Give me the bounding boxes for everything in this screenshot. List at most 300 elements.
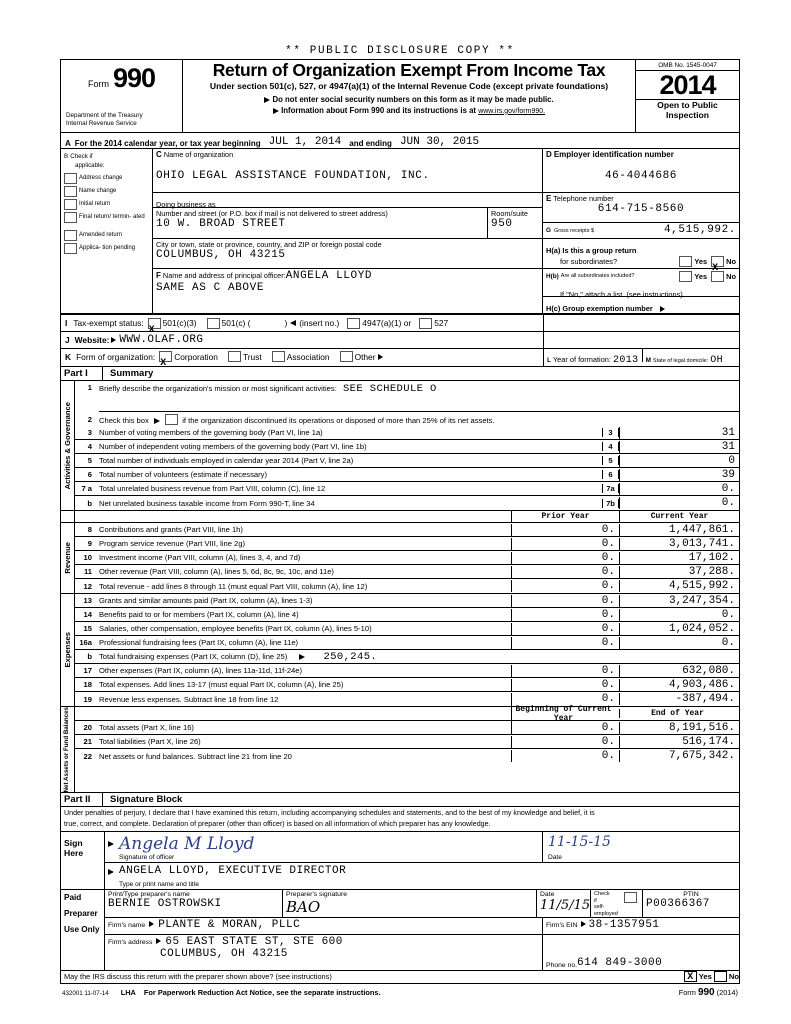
paid-preparer-block [60, 890, 740, 971]
preparer-date-value[interactable]: 11/5/15 [540, 897, 591, 913]
fundraising-expenses-value[interactable]: 250,245. [316, 651, 386, 663]
irs-discuss-yes-label: Yes [698, 972, 712, 982]
checkbox-label: Name change [79, 188, 117, 195]
current-year-value[interactable]: 4,903,486. [619, 679, 739, 691]
line-number: 8 [87, 525, 92, 534]
prior-year-value[interactable]: 0. [511, 665, 619, 677]
prior-year-value[interactable]: 0. [511, 524, 619, 536]
arrow-icon [111, 337, 116, 343]
prior-year-value[interactable]: 0. [511, 595, 619, 607]
status-501c3-checkbox[interactable]: X [148, 318, 161, 329]
section-b-letter: B [64, 153, 69, 160]
line-number: 17 [83, 666, 92, 675]
firm-name-value[interactable]: PLANTE & MORAN, PLLC [158, 918, 301, 931]
status-501c3-label: 501(c)(3) [162, 318, 197, 328]
tax-year: 2014 [636, 70, 739, 100]
h-a-yes-checkbox[interactable] [679, 256, 692, 267]
line-box-number: 6 [602, 470, 619, 479]
officer-date-value[interactable]: 11-15-15 [548, 833, 611, 850]
dba-label: Doing business as [156, 200, 216, 209]
principal-officer-label: Name and address of principal officer: [162, 271, 286, 280]
current-year-value[interactable]: -387,494. [619, 693, 739, 705]
form-title-block [183, 60, 636, 132]
gross-receipts-value[interactable]: 4,515,992. [663, 224, 736, 236]
h-b-no-label: No [726, 271, 736, 281]
line-desc: Other revenue (Part VIII, column (A), lines 5, 6d, 8c, 9c, 10c, and 11e) [99, 567, 334, 576]
public-disclosure-banner: ** PUBLIC DISCLOSURE COPY ** [285, 45, 515, 57]
checkbox-amended-return[interactable] [64, 230, 149, 241]
firm-address-caption: Firm's address [108, 938, 153, 946]
officer-signature[interactable]: Angela M Lloyd [119, 833, 255, 854]
arrow-icon [581, 921, 586, 927]
line-desc: Contributions and grants (Part VIII, line 1h) [99, 525, 243, 534]
firm-ein-cell[interactable] [543, 918, 739, 934]
ein-value[interactable]: 46-4044686 [604, 170, 677, 182]
current-year-value[interactable]: 0. [619, 609, 739, 621]
ptin-caption: PTIN [683, 890, 699, 898]
insert-no-paren: ) [284, 318, 288, 328]
irs-discuss-question: May the IRS discuss this return with the preparer shown above? (see instructions) [64, 972, 332, 982]
line-number: 19 [83, 694, 92, 704]
line-desc: Number of voting members of the governing body (Part VI, line 1a) [99, 428, 323, 437]
prior-year-value[interactable]: 0. [511, 566, 619, 578]
street-row [153, 208, 542, 239]
h-a-no-label: No [726, 256, 736, 266]
website-value[interactable]: WWW.OLAF.ORG [119, 334, 204, 346]
current-year-value[interactable]: 17,102. [619, 552, 739, 564]
begin-year-value[interactable]: 0. [511, 722, 619, 734]
expenses-section [60, 594, 740, 707]
omb-number: OMB No. 1545-0047 [658, 62, 717, 69]
line-number: 14 [83, 610, 92, 619]
line-number: 3 [87, 428, 92, 437]
irs-discuss-no-checkbox[interactable] [714, 971, 727, 982]
org-type-corporation-label: Corporation [174, 351, 218, 362]
checkbox-icon[interactable] [64, 243, 77, 254]
line-number: 12 [83, 581, 92, 591]
form-subtitle: Under section 501(c), 527, or 4947(a)(1) of the Internal Revenue Code (except private foundations) [209, 80, 609, 91]
self-employed-checkbox[interactable] [624, 892, 637, 903]
part-1-label: Part I [61, 367, 103, 380]
checkbox-label: Applica- tion pending [79, 245, 136, 252]
section-g-letter: G [546, 227, 551, 234]
principal-officer-name[interactable]: ANGELA LLOYD [285, 270, 373, 282]
mission-value[interactable]: SEE SCHEDULE O [339, 383, 441, 395]
org-name-caption: Name of organization [163, 150, 234, 159]
footer-form-number: 990 [697, 986, 715, 998]
checkbox-icon[interactable] [64, 186, 77, 197]
prior-year-value[interactable]: 0. [511, 679, 619, 691]
line-l-letter: L [547, 357, 551, 364]
arrow-icon [108, 869, 114, 875]
table-row [75, 721, 739, 735]
line-1-number: 1 [87, 383, 92, 392]
current-year-value[interactable]: 1,024,052. [619, 623, 739, 635]
line-l-label: Year of formation: [552, 355, 611, 364]
h-a-row [543, 239, 739, 254]
line-number: 10 [83, 553, 92, 562]
form-990-page [60, 45, 740, 998]
section-f-letter: F [156, 271, 161, 280]
line-j-letter: J [65, 335, 70, 345]
col-header-end-year: End of Year [619, 709, 739, 718]
tax-period-begin[interactable]: JUL 1, 2014 [268, 136, 342, 148]
line-box-number: 7a [602, 484, 619, 493]
line-16b-label: Total fundraising expenses (Part IX, column (D), line 25) [99, 651, 288, 661]
phone-value[interactable]: 614-715-8560 [597, 203, 685, 215]
line-2-number: 2 [87, 414, 92, 424]
state-domicile-value[interactable]: OH [710, 355, 724, 366]
end-year-value[interactable]: 7,675,342. [619, 750, 739, 762]
begin-year-value[interactable]: 0. [511, 736, 619, 748]
ptin-value[interactable]: P00366367 [646, 897, 710, 910]
line-a-begin-label: For the 2014 calendar year, or tax year beginning [74, 139, 261, 148]
preparer-date-caption: Date [540, 890, 555, 898]
prior-year-value[interactable]: 0. [511, 623, 619, 635]
line-a-end-label: and ending [349, 139, 392, 148]
h-b-label: Are all subordinates included? [560, 273, 635, 279]
table-row [75, 468, 739, 482]
self-employed-cell[interactable] [591, 890, 643, 917]
checkbox-final-return[interactable] [64, 212, 149, 223]
org-type-other-checkbox[interactable] [340, 351, 353, 362]
prior-year-value[interactable]: 0. [511, 637, 619, 649]
preparer-signature-cell[interactable] [283, 890, 537, 917]
preparer-label: Preparer [64, 908, 98, 918]
prior-year-value[interactable]: 0. [511, 693, 619, 705]
line-box-number: 4 [602, 442, 619, 451]
sign-here-line-1: Sign [64, 837, 83, 848]
org-name-cell [153, 149, 542, 193]
room-value[interactable]: 950 [491, 218, 513, 230]
col-header-begin-year: Beginning of Current Year [511, 705, 619, 723]
line-number: 20 [83, 723, 92, 732]
line-number: 21 [83, 737, 92, 746]
line-desc: Revenue less expenses. Subtract line 18 from line 12 [99, 694, 279, 704]
line-1-label: Briefly describe the organization's mission or most significant activities: [99, 384, 337, 393]
firm-address-line-1[interactable]: 65 EAST STATE ST, STE 600 [165, 935, 343, 948]
perjury-line-2: true, correct, and complete. Declaration of preparer (other than officer) is based on all information of which preparer has any knowledge. [64, 820, 491, 829]
line-desc: Total assets (Part X, line 16) [99, 723, 194, 732]
section-b-checkboxes [61, 149, 153, 313]
line-box-number: 7b [602, 499, 619, 508]
form-label: Form [87, 79, 109, 89]
line-number: 5 [87, 456, 92, 465]
status-501c-checkbox[interactable] [207, 318, 220, 329]
line-number: 9 [87, 539, 92, 548]
line-desc: Net assets or fund balances. Subtract line 21 from line 20 [99, 751, 292, 761]
table-row [75, 608, 739, 622]
firm-name-caption: Firm's name [108, 921, 146, 929]
revenue-section [60, 523, 740, 594]
street-label: Number and street (or P.O. box if mail is not delivered to street address) [156, 209, 388, 218]
firm-phone-caption: Phone no. [546, 961, 577, 969]
year-of-formation-value[interactable]: 2013 [612, 355, 639, 366]
form-number: 990 [112, 63, 156, 93]
line-desc: Total expenses. Add lines 13-17 (must equal Part IX, column (A), line 25) [99, 680, 344, 689]
irs-discuss-yes-checkbox[interactable]: X [684, 971, 697, 982]
line-2-label-a: Check this box [99, 415, 149, 425]
line-desc: Professional fundraising fees (Part IX, column (A), line 11e) [99, 638, 299, 647]
tax-period-end[interactable]: JUN 30, 2015 [399, 136, 480, 148]
h-a-yes-label: Yes [694, 256, 708, 266]
part-1-title: Summary [110, 368, 154, 379]
table-row [75, 551, 739, 565]
checkbox-icon[interactable] [64, 230, 77, 241]
line-value[interactable]: 31 [619, 441, 739, 453]
arrow-icon [378, 354, 383, 360]
end-year-value[interactable]: 516,174. [619, 736, 739, 748]
table-row [75, 482, 739, 496]
h-b-yes-label: Yes [694, 271, 708, 281]
irs-discuss-no-label: No [728, 972, 739, 982]
line-desc: Total liabilities (Part X, line 26) [99, 737, 201, 746]
section-b-heading-1: Check if [70, 153, 93, 160]
org-type-trust-label: Trust [242, 351, 262, 362]
section-c-organization [153, 149, 543, 313]
phone-cell [543, 193, 739, 223]
line-desc: Total revenue - add lines 8 through 11 (must equal Part VIII, column (A), line 12) [99, 581, 368, 591]
line-j-row [60, 332, 740, 349]
line-m-letter: M [645, 357, 651, 364]
officer-signature-cell[interactable] [105, 832, 543, 862]
h-a-subordinates-row [543, 254, 739, 274]
table-row [75, 636, 739, 650]
open-to-public-label [636, 100, 739, 121]
ssn-notice-text: Do not enter social security numbers on this form as it may be made public. [272, 94, 554, 104]
line-2-discontinued [75, 412, 739, 426]
form-revision-code: 432001 11-07-14 [62, 989, 109, 997]
line-number: 7 a [81, 484, 92, 493]
preparer-name-cell[interactable] [105, 890, 283, 917]
instructions-notice [186, 106, 632, 115]
sidebar-net-assets [61, 707, 75, 792]
perjury-statement [60, 807, 740, 830]
net-assets-section [60, 704, 740, 793]
self-employed-caption: Check if self-employed [594, 890, 618, 918]
checkbox-label: Final return/ termin- ated [79, 214, 145, 221]
firm-ein-value[interactable]: 38-1357951 [588, 918, 660, 931]
gross-receipts-cell [543, 223, 739, 239]
irs-discuss-answer [682, 971, 739, 982]
form-identity-block [61, 60, 183, 132]
h-a-label: H(a) Is this a group return [546, 246, 637, 255]
arrow-icon [264, 97, 270, 103]
current-year-value[interactable]: 3,247,354. [619, 595, 739, 607]
h-b-no-checkbox[interactable] [711, 271, 724, 282]
sign-here-block [60, 831, 740, 890]
line-value[interactable]: 0. [619, 483, 739, 495]
ein-cell [543, 149, 739, 193]
part-1-banner [60, 367, 740, 381]
officer-printed-caption: Type or print name and title [119, 880, 199, 888]
line-number: 13 [83, 596, 92, 605]
line-value[interactable]: 39 [619, 469, 739, 481]
city-value[interactable]: COLUMBUS, OH 43215 [156, 249, 286, 261]
status-501c-label: 501(c) ( [221, 318, 251, 328]
line-2-checkbox[interactable] [165, 414, 178, 425]
line-number: 4 [87, 442, 92, 451]
line-desc: Other expenses (Part IX, column (A), lines 11a-11d, 11f-24e) [99, 666, 303, 675]
officer-signature-caption: Signature of officer [119, 853, 175, 861]
checkbox-address-change[interactable] [64, 173, 149, 184]
net-assets-column-headers [75, 704, 739, 723]
line-box-number: 3 [602, 428, 619, 437]
line-value[interactable]: 0. [619, 497, 739, 509]
table-row [75, 749, 739, 763]
prior-year-value[interactable]: 0. [511, 552, 619, 564]
org-type-association-label: Association [286, 351, 330, 362]
line-desc: Investment income (Part VIII, column (A), lines 3, 4, and 7d) [99, 553, 301, 562]
org-type-trust-checkbox[interactable] [228, 351, 241, 362]
firm-address-line-2[interactable]: COLUMBUS, OH 43215 [160, 947, 288, 960]
line-desc: Benefits paid to or for members (Part IX, column (A), line 4) [99, 610, 299, 619]
arrow-icon [108, 841, 114, 847]
sidebar-activities-governance [61, 381, 75, 510]
department-line-1: Department of the Treasury [66, 112, 143, 120]
lha-label: LHA [120, 987, 136, 997]
col-header-prior-year: Prior Year [511, 511, 619, 522]
table-row [75, 622, 739, 636]
org-type-association-checkbox[interactable] [272, 351, 285, 362]
line-number: 22 [83, 751, 92, 761]
firm-phone-value[interactable]: 614 849-3000 [577, 956, 663, 969]
table-row [75, 594, 739, 608]
firm-name-cell[interactable] [105, 918, 543, 934]
officer-printed-row [105, 863, 739, 889]
line-desc: Total unrelated business revenue from Part VIII, column (C), line 12 [99, 484, 326, 493]
line-desc: Net unrelated business taxable income from Form 990-T, line 34 [99, 498, 315, 508]
preparer-name-row [105, 890, 739, 918]
arrow-icon [154, 418, 160, 424]
officer-printed-cell[interactable] [105, 863, 739, 889]
part-2-label: Part II [61, 793, 103, 806]
line-desc: Grants and similar amounts paid (Part IX, column (A), lines 1-3) [99, 596, 313, 605]
prior-year-value[interactable]: 0. [511, 538, 619, 550]
h-b-note-row [543, 283, 739, 297]
table-row [75, 496, 739, 510]
table-row [75, 664, 739, 678]
line-number: 6 [87, 470, 92, 479]
officer-signature-row [105, 832, 739, 863]
line-desc: Salaries, other compensation, employee benefits (Part IX, column (A), lines 5-10) [99, 624, 372, 633]
checkbox-icon[interactable] [64, 212, 77, 223]
omb-year-block [636, 60, 739, 132]
prior-year-value[interactable]: 0. [511, 580, 619, 592]
org-type-other-label: Other [354, 351, 376, 362]
gross-receipts-label: Gross receipts $ [553, 228, 595, 234]
street-value[interactable]: 10 W. BROAD STREET [156, 218, 286, 230]
arrow-icon [273, 108, 279, 114]
preparer-signature[interactable]: BAO [286, 897, 321, 916]
status-4947a1-checkbox[interactable] [347, 318, 360, 329]
officer-date-caption: Date [548, 853, 562, 861]
line-number: 15 [83, 624, 92, 633]
preparer-name-caption: Print/Type preparer's name [108, 890, 190, 898]
preparer-name-value[interactable]: BERNIE OSTROWSKI [108, 897, 222, 910]
line-value[interactable]: 31 [619, 427, 739, 439]
checkbox-label: Initial return [79, 201, 111, 208]
preparer-date-cell[interactable] [537, 890, 591, 917]
begin-year-value[interactable]: 0. [511, 750, 619, 762]
current-year-value[interactable]: 0. [619, 637, 739, 649]
section-b-heading [64, 151, 149, 169]
dba-cell [153, 193, 542, 208]
line-desc: Total number of volunteers (estimate if necessary) [99, 470, 267, 479]
arrow-icon [299, 654, 305, 660]
firm-address-cell[interactable] [105, 935, 543, 970]
line-a-letter: A [65, 139, 71, 148]
form-header [60, 59, 740, 133]
org-name-value[interactable]: OHIO LEGAL ASSISTANCE FOUNDATION, INC. [156, 170, 430, 182]
end-year-value[interactable]: 8,191,516. [619, 722, 739, 734]
checkbox-initial-return[interactable] [64, 199, 149, 210]
principal-officer-address[interactable]: SAME AS C ABOVE [156, 282, 265, 294]
sidebar-label: Expenses [63, 632, 72, 668]
sidebar-expenses [61, 594, 75, 706]
irs-form990-link[interactable]: www.irs.gov/form990. [478, 107, 546, 115]
line-number: 11 [83, 567, 92, 576]
org-identification-block [60, 148, 740, 314]
line-a-tax-period [60, 133, 740, 148]
firm-phone-cell[interactable] [543, 935, 739, 970]
prior-year-value[interactable]: 0. [511, 609, 619, 621]
ptin-cell[interactable] [643, 890, 739, 917]
org-type-corporation-checkbox[interactable]: X [159, 351, 172, 362]
room-label: Room/suite [491, 209, 528, 218]
checkbox-name-change[interactable] [64, 186, 149, 197]
city-label: City or town, state or province, country, and ZIP or foreign postal code [156, 240, 382, 249]
part-2-banner [60, 793, 740, 807]
arrow-icon [149, 921, 154, 927]
h-a-sub-label: for subordinates? [560, 256, 618, 266]
checkbox-label: Address change [79, 175, 123, 182]
current-year-value[interactable]: 37,288. [619, 566, 739, 578]
h-c-label: H(c) Group exemption number [546, 304, 653, 313]
officer-printed-name[interactable]: ANGELA LLOYD, EXECUTIVE DIRECTOR [119, 864, 347, 877]
table-row [75, 523, 739, 537]
col-header-current-year: Current Year [619, 511, 739, 522]
h-a-no-checkbox[interactable]: X [711, 256, 724, 267]
table-row [75, 537, 739, 551]
part-2-title: Signature Block [110, 794, 183, 806]
status-527-checkbox[interactable] [419, 318, 432, 329]
current-year-value[interactable]: 1,447,861. [619, 524, 739, 536]
current-year-value[interactable]: 4,515,992. [619, 580, 739, 592]
current-year-value[interactable]: 632,080. [619, 665, 739, 677]
line-i-label: Tax-exempt status: [73, 318, 144, 328]
checkbox-icon[interactable] [64, 173, 77, 184]
checkbox-icon[interactable] [64, 199, 77, 210]
h-b-yes-checkbox[interactable] [679, 271, 692, 282]
sign-here-line-2: Here [64, 847, 84, 858]
department-text [66, 112, 143, 128]
line-desc: Total number of individuals employed in calendar year 2014 (Part V, line 2a) [99, 456, 354, 465]
section-e-letter: E [546, 194, 552, 203]
line-k-label: Form of organization: [76, 351, 156, 362]
current-year-value[interactable]: 3,013,741. [619, 538, 739, 550]
form-footer [60, 984, 740, 998]
table-row [75, 565, 739, 579]
left-arrow-icon [290, 320, 296, 326]
line-value[interactable]: 0 [619, 455, 739, 467]
officer-date-cell[interactable] [543, 832, 739, 862]
checkbox-application-pending[interactable] [64, 243, 149, 254]
form-title: Return of Organization Exempt From Income Tax [212, 60, 606, 80]
table-row [75, 678, 739, 692]
section-c-letter: C [156, 150, 162, 159]
h-b-letter: H(b) [546, 272, 559, 280]
